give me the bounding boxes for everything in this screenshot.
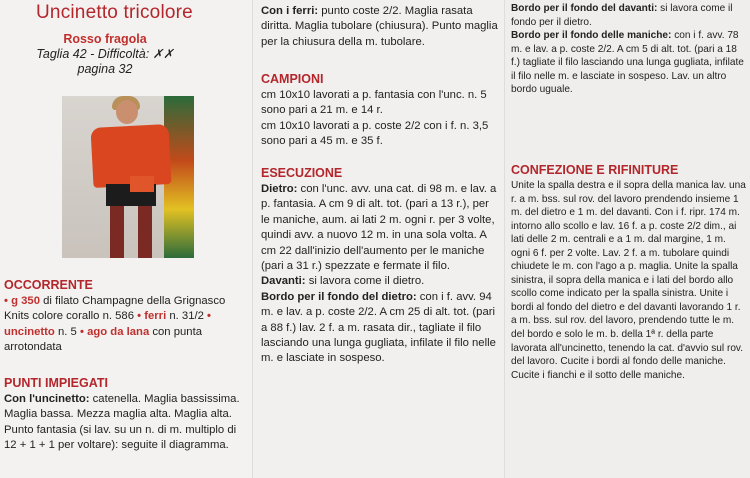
esecuzione-continued: Bordo per il fondo del davanti: si lavora come il fondo per il dietro. Bordo per il fondo delle maniche: con i f. avv. 78 m. e lav. a p. coste 2/2. A cm 5 di alt. tot. (pari a 18 f.) tagliate il filo lasciando una lunga gugliata, infilate il filo nelle m. e lasciate in sospeso. Lav. un altro bordo uguale.	[511, 3, 744, 96]
size-difficulty: Taglia 42 - Difficoltà: ✗✗	[36, 47, 174, 61]
page-ref: pagina 32	[77, 62, 133, 76]
page-title: Uncinetto tricolore	[36, 2, 193, 23]
confezione-heading: CONFEZIONE E RIFINITURE	[511, 163, 679, 177]
confezione-text: Unite la spalla destra e il sopra della manica lav. una r. a m. bss. sul rov. del lavoro prendendo insieme 1 m. del dietro e 1 m. del davanti. Con i f. ripr. 174 m. intorno allo scollo e lav. 16 f. a p. coste 2/2 dim., ai lati delle 2 m. centrali e a 1 m. dal margine, 1 m. ogni 6 f. per 2 volte. Lav. 2 f. a m. tubolare quindi chiudete le m. con l'ago a p. maglia. Unite la spalla sinistra, il sopra della manica e i lati del bordo allo scollo come indicato per la spalla sinistra. Unite i bordi al fondo del dietro e del davanti lavorando 1 r. a m. bss. sul rov. del lavoro, prendendo tutte le m. del bordo e solo le m. b. della 1ª r. della parte lavorata all'uncinetto, tenendo la cat. d'avvio sul rov. del lavoro. Cucite i bordi al fondo delle maniche. Cucite i fianchi e il sotto delle maniche.	[511, 180, 746, 381]
column-middle	[252, 0, 505, 478]
color-name: Rosso fragola	[63, 32, 147, 46]
campioni-text: cm 10x10 lavorati a p. fantasia con l'unc. n. 5 sono pari a 21 m. e 14 r. cm 10x10 lavorati a p. coste 2/2 con i f. n. 3,5 sono pari a 45 m. e 35 f.	[261, 89, 489, 148]
punti-heading: PUNTI IMPIEGATI	[4, 376, 108, 390]
occorrente-text: • g 350 di filato Champagne della Grignasco Knits colore corallo n. 586 • ferri n. 31/2 • uncinetto n. 5 • ago da lana con punta arrotondata	[4, 295, 226, 354]
esecuzione-text: Dietro: con l'unc. avv. una cat. di 98 m. e lav. a p. fantasia. A cm 9 di alt. tot. (pari a 13 r.), per le maniche, aum. ai lati 2 m. ogni r. per 3 volte, quindi avv. a nuovo 12 m. in una sola volta. A cm 22 dall'inizio dell'aumento per le maniche (pari a 31 r.) spezzate e fermate il filo. Davanti: si lavora come il dietro. Bordo per il fondo del dietro: con i f. avv. 94 m. e lav. a p. coste 2/2. A cm 25 di alt. tot. (pari a 88 f.) lav. 2 f. a m. rasata dir., tagliate il filo lasciando una lunga gugliata, infilate il filo nelle m. e lasciate in sospeso.	[261, 183, 497, 365]
esecuzione-heading: ESECUZIONE	[261, 166, 343, 180]
column-right	[504, 0, 750, 478]
model-photo	[62, 96, 194, 258]
occorrente-heading: OCCORRENTE	[4, 278, 93, 292]
punti-text: Con l'uncinetto: catenella. Maglia bassissima. Maglia bassa. Mezza maglia alta. Maglia alta. Punto fantasia (si lav. su un n. di m. multiplo di 12 + 1 + 1 per voltare): seguite il diagramma.	[4, 393, 240, 452]
ferri-text: Con i ferri: punto coste 2/2. Maglia rasata diritta. Maglia tubolare (chiusura). Punto maglia per la chiusura della m. tubolare.	[261, 5, 498, 48]
campioni-heading: CAMPIONI	[261, 72, 324, 86]
pattern-info	[0, 32, 210, 77]
column-left	[0, 0, 252, 478]
